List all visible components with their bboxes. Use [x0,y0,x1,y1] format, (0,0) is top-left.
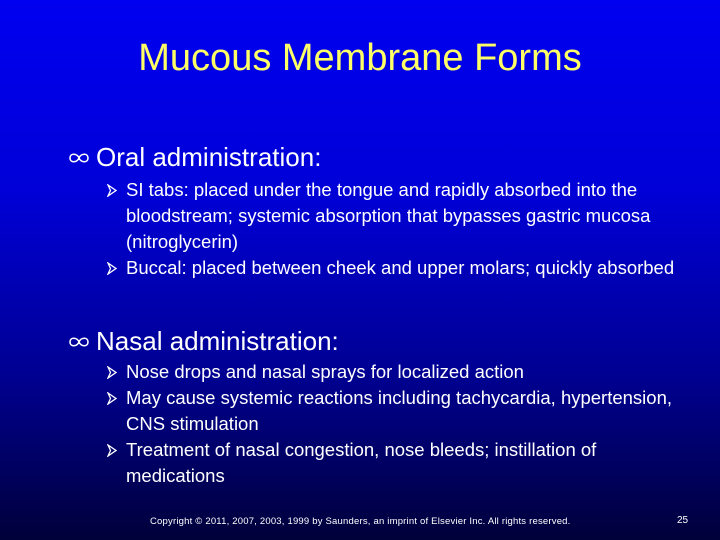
arrowhead-icon [107,184,117,197]
arrowhead-icon [107,444,117,457]
arrowhead-icon [107,262,117,275]
list-item-text: SI tabs: placed under the tongue and rapidly absorbed into the bloodstream; systemic absorption that bypasses gastric mucosa (nitroglycerin) [126,179,651,252]
copyright-footer: Copyright © 2011, 2007, 2003, 1999 by Saunders, an imprint of Elsevier Inc. All rights reserved. [150,516,571,527]
list-item [126,255,696,281]
arrowhead-icon [107,392,117,405]
list-item [126,437,696,489]
page-number: 25 [677,515,689,526]
section-heading-oral: Oral administration: [96,142,322,172]
list-item-text: Nose drops and nasal sprays for localized action [126,361,524,382]
list-item [126,359,696,385]
section-heading-nasal: Nasal administration: [96,326,339,356]
list-item-text: Treatment of nasal congestion, nose bleeds; instillation of medications [126,439,597,486]
oral-sub-list [126,177,696,281]
list-item-text: Buccal: placed between cheek and upper molars; quickly absorbed [126,257,675,278]
list-item [126,385,696,437]
arrowhead-icon [107,366,117,379]
nasal-sub-list [126,359,696,489]
slide-title: Mucous Membrane Forms [138,37,582,79]
list-item-text: May cause systemic reactions including tachycardia, hypertension, CNS stimulation [126,387,673,434]
infinity-loop-icon [68,151,90,165]
infinity-loop-icon [68,335,90,349]
list-item [126,177,696,255]
